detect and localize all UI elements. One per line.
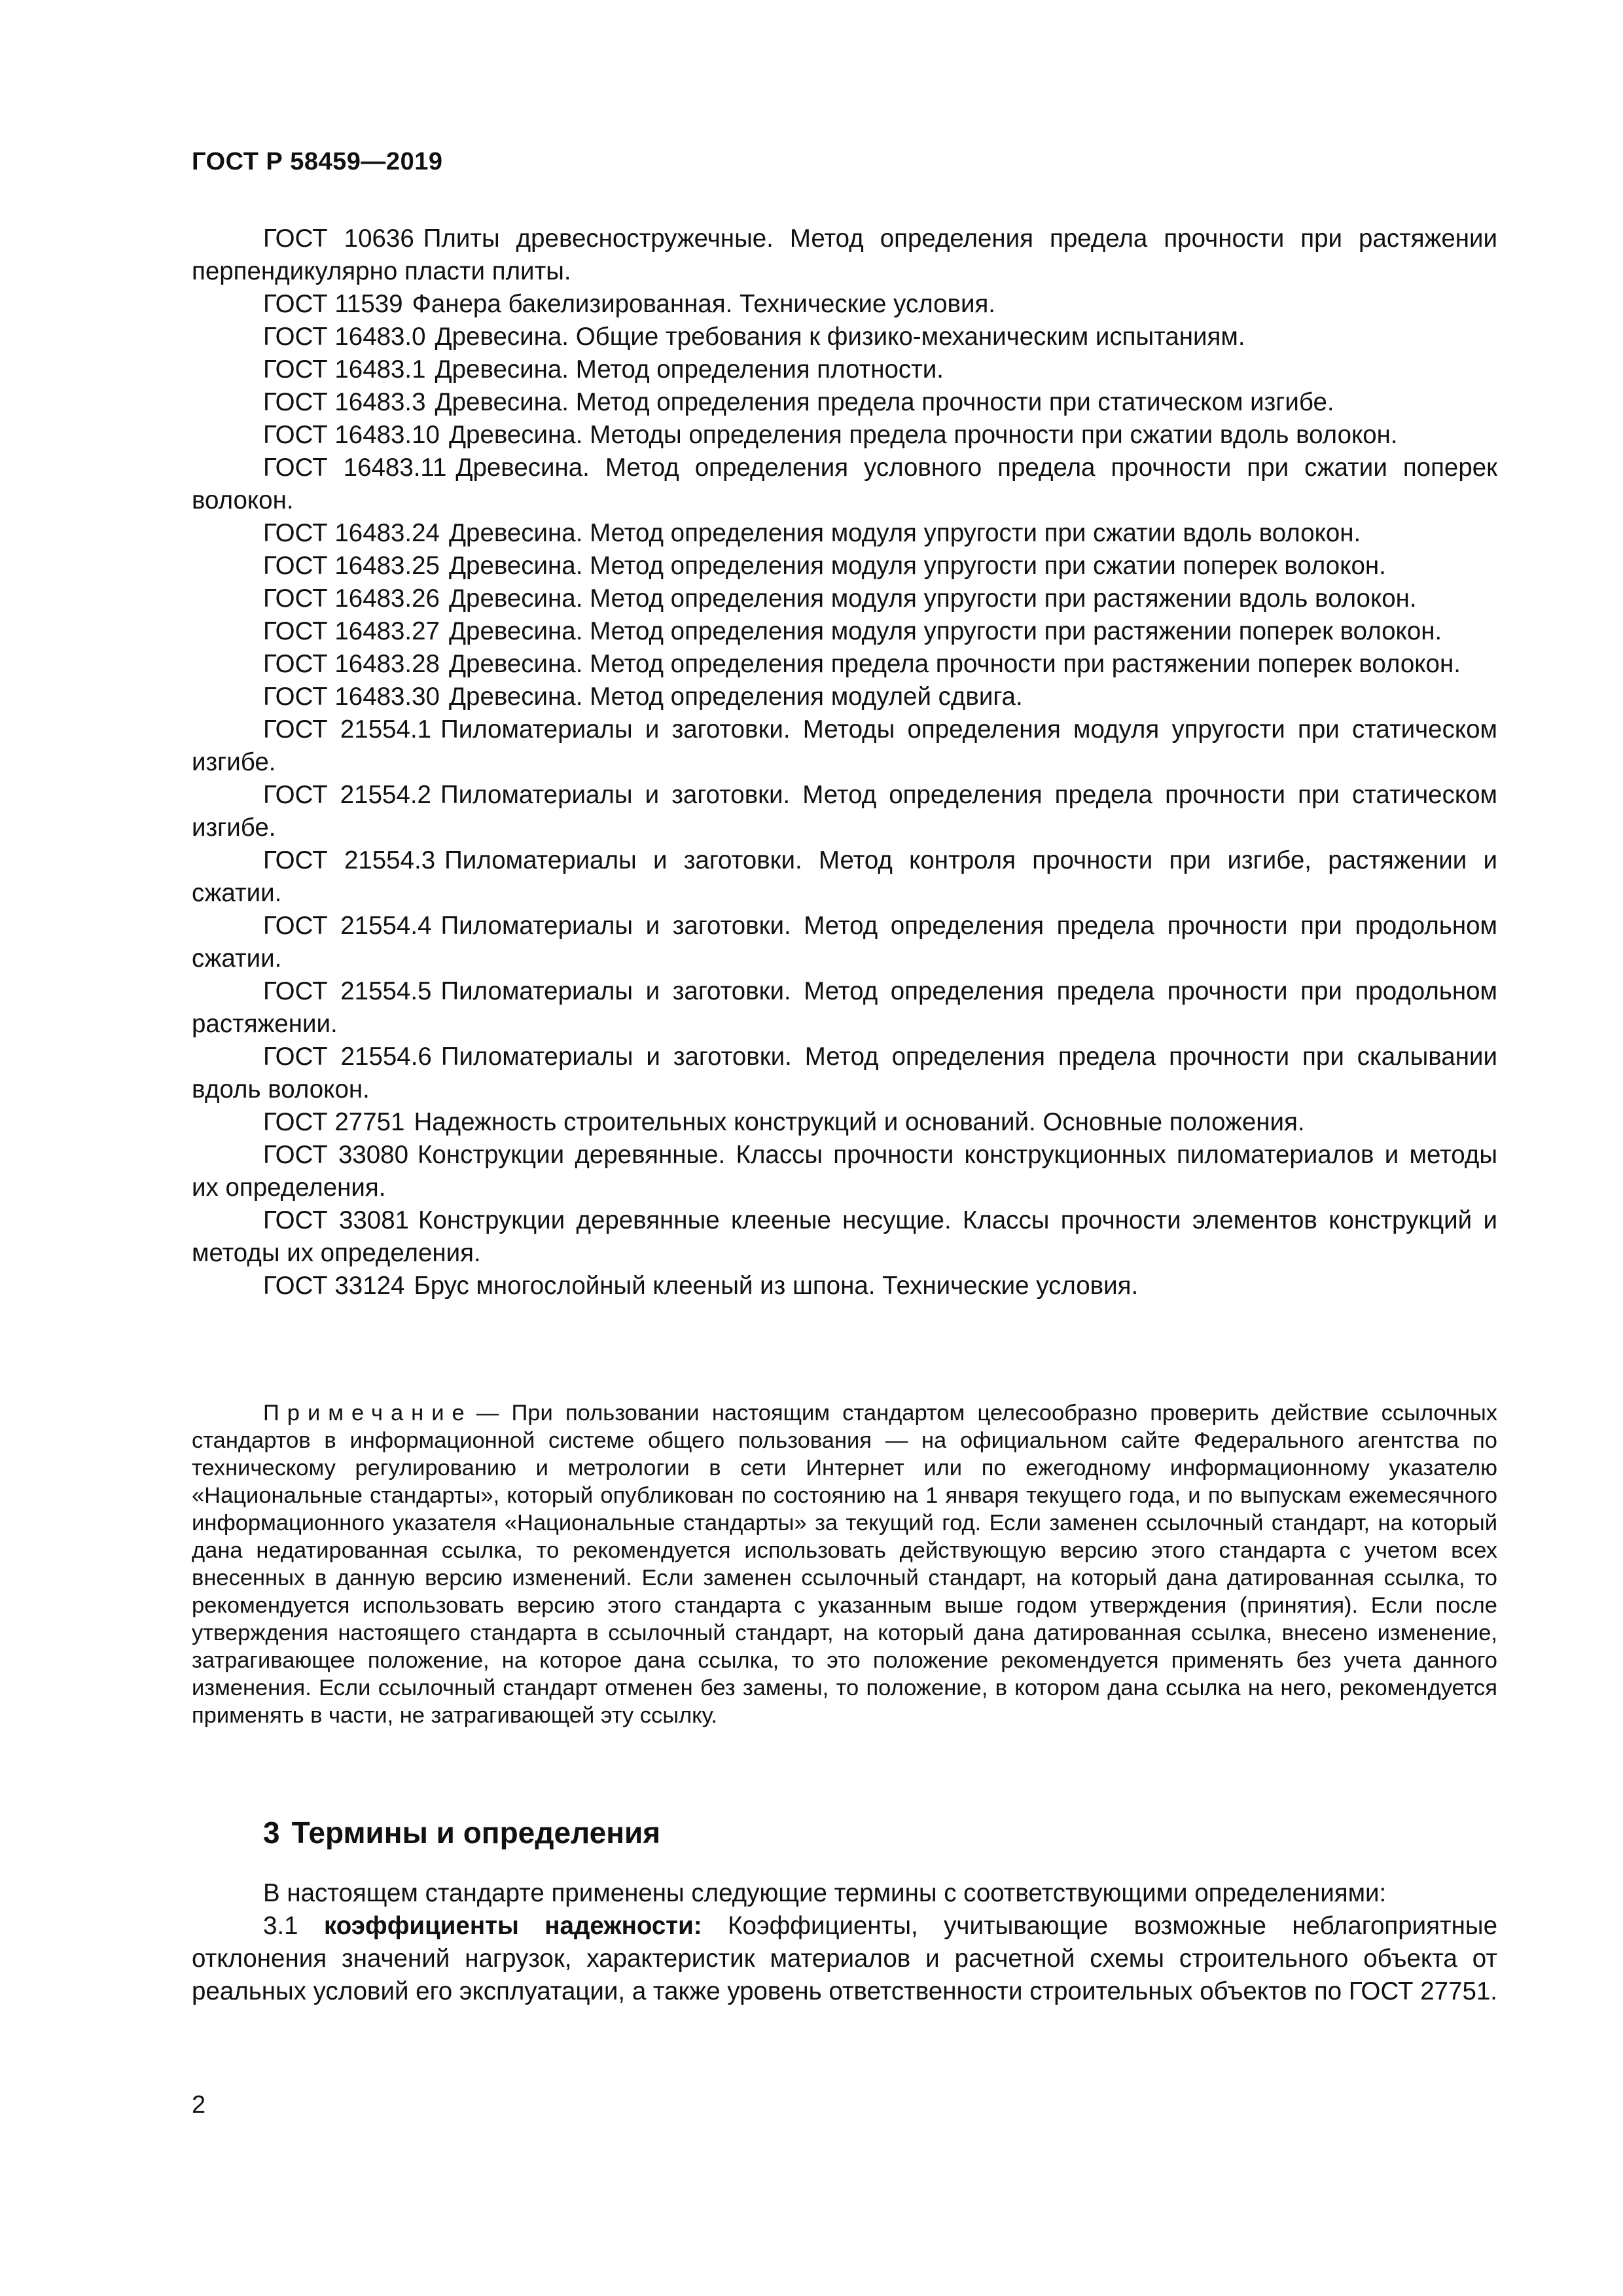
- reference-code: ГОСТ 21554.3: [263, 846, 436, 874]
- reference-title: Плиты древесностружечные. Метод определения предела прочности при растяжении перпендикулярно пласти плиты.: [192, 224, 1498, 285]
- section-body: [192, 1877, 1497, 2008]
- reference-title: Пиломатериалы и заготовки. Метод определения предела прочности при продольном сжатии.: [192, 912, 1497, 973]
- reference-code: ГОСТ 33080: [263, 1141, 408, 1169]
- reference-code: ГОСТ 21554.2: [263, 781, 431, 809]
- reference-title: Древесина. Методы определения предела прочности при сжатии вдоль волокон.: [448, 421, 1398, 449]
- reference-item: [192, 321, 1497, 353]
- reference-title: Древесина. Метод определения модуля упругости при сжатии поперек волокон.: [448, 552, 1386, 580]
- reference-item: [192, 353, 1497, 386]
- reference-item: [192, 1139, 1497, 1204]
- reference-title: Пиломатериалы и заготовки. Метод определения предела прочности при скалывании вдоль волокон.: [192, 1043, 1497, 1103]
- reference-code: ГОСТ 10636: [263, 224, 414, 253]
- reference-item: [192, 844, 1497, 910]
- reference-code: ГОСТ 16483.25: [263, 552, 440, 580]
- reference-title: Пиломатериалы и заготовки. Метод определения предела прочности при продольном растяжении.: [192, 977, 1497, 1038]
- reference-title: Древесина. Общие требования к физико-механическим испытаниям.: [435, 323, 1245, 351]
- reference-item: [192, 419, 1497, 452]
- reference-item: [192, 223, 1497, 288]
- term-paragraph: [192, 1910, 1497, 2008]
- term-definition: Коэффициенты, учитывающие возможные неблагоприятные отклонения значений нагрузок, характеристик материалов и расчетной схемы строительного объекта от реальных условий его эксплуатации, а также уровень ответственности строительных объектов по ГОСТ 27751.: [192, 1912, 1497, 2005]
- reference-item: [192, 1106, 1497, 1139]
- reference-title: Фанера бакелизированная. Технические условия.: [412, 290, 995, 318]
- section-heading: [263, 1815, 660, 1850]
- reference-title: Конструкции деревянные. Классы прочности конструкционных пиломатериалов и методы их определения.: [192, 1141, 1497, 1202]
- reference-code: ГОСТ 11539: [263, 290, 403, 318]
- reference-item: [192, 910, 1497, 975]
- reference-code: ГОСТ 16483.30: [263, 683, 440, 711]
- reference-code: ГОСТ 16483.24: [263, 519, 440, 547]
- reference-item: [192, 583, 1497, 615]
- reference-item: [192, 517, 1497, 550]
- reference-code: ГОСТ 21554.1: [263, 715, 432, 744]
- reference-title: Древесина. Метод определения модуля упругости при сжатии вдоль волокон.: [448, 519, 1361, 547]
- section-title: Термины и определения: [291, 1816, 661, 1850]
- reference-title: Пиломатериалы и заготовки. Методы определения модуля упругости при статическом изгибе.: [192, 715, 1497, 776]
- term-number: 3.1: [263, 1912, 298, 1940]
- reference-title: Конструкции деревянные клееные несущие. Классы прочности элементов конструкций и методы их определения.: [192, 1206, 1497, 1267]
- normative-references-list: [192, 223, 1497, 1302]
- reference-code: ГОСТ 16483.3: [263, 388, 426, 416]
- reference-item: [192, 615, 1497, 648]
- reference-code: ГОСТ 16483.0: [263, 323, 426, 351]
- reference-item: [192, 648, 1497, 681]
- term-name: коэффициенты надежности:: [324, 1912, 702, 1940]
- reference-title: Древесина. Метод определения модуля упругости при растяжении поперек волокон.: [448, 617, 1442, 645]
- reference-item: [192, 452, 1497, 517]
- reference-code: ГОСТ 16483.28: [263, 650, 440, 678]
- reference-item: [192, 550, 1497, 583]
- reference-title: Надежность строительных конструкций и оснований. Основные положения.: [414, 1108, 1305, 1136]
- reference-code: ГОСТ 16483.1: [263, 355, 426, 384]
- reference-item: [192, 779, 1497, 844]
- reference-item: [192, 1204, 1497, 1270]
- reference-code: ГОСТ 21554.6: [263, 1043, 432, 1071]
- reference-item: [192, 386, 1497, 419]
- reference-title: Пиломатериалы и заготовки. Метод контроля прочности при изгибе, растяжении и сжатии.: [192, 846, 1498, 907]
- reference-item: [192, 288, 1497, 321]
- reference-title: Древесина. Метод определения плотности.: [435, 355, 944, 384]
- reference-code: ГОСТ 33124: [263, 1272, 405, 1300]
- section-number: 3: [263, 1816, 280, 1850]
- reference-item: [192, 1270, 1497, 1302]
- reference-item: [192, 681, 1497, 713]
- reference-title: Древесина. Метод определения предела прочности при растяжении поперек волокон.: [448, 650, 1461, 678]
- reference-title: Древесина. Метод определения условного предела прочности при сжатии поперек волокон.: [192, 454, 1498, 514]
- reference-title: Древесина. Метод определения модулей сдвига.: [448, 683, 1023, 711]
- page-number: 2: [192, 2091, 206, 2119]
- reference-title: Брус многослойный клееный из шпона. Технические условия.: [414, 1272, 1139, 1300]
- reference-code: ГОСТ 16483.10: [263, 421, 440, 449]
- reference-code: ГОСТ 16483.11: [263, 454, 447, 482]
- reference-code: ГОСТ 21554.5: [263, 977, 432, 1005]
- reference-code: ГОСТ 21554.4: [263, 912, 432, 940]
- intro-paragraph: В настоящем стандарте применены следующие термины с соответствующими определениями:: [263, 1879, 1387, 1907]
- reference-code: ГОСТ 27751: [263, 1108, 405, 1136]
- note-label: Примечание: [263, 1400, 473, 1426]
- reference-item: [192, 1041, 1497, 1106]
- reference-code: ГОСТ 16483.27: [263, 617, 440, 645]
- document-header: ГОСТ Р 58459—2019: [192, 148, 443, 175]
- reference-title: Древесина. Метод определения предела прочности при статическом изгибе.: [435, 388, 1334, 416]
- reference-title: Древесина. Метод определения модуля упругости при растяжении вдоль волокон.: [448, 584, 1417, 613]
- reference-code: ГОСТ 16483.26: [263, 584, 440, 613]
- note-text: — При пользовании настоящим стандартом целесообразно проверить действие ссылочных стандартов в информационной системе общего пользования — на официальном сайте Федерального агентства по техническому регулированию и метрологии в сети Интернет или по ежегодному информационному указателю «Национальные стандарты», который опубликован по состоянию на 1 января текущего года, и по выпускам ежемесячного информационного указателя «Национальные стандарты» за текущий год. Если заменен ссылочный стандарт, на который дана недатированная ссылка, то рекомендуется использовать действующую версию этого стандарта с учетом всех внесенных в данную версию изменений. Если заменен ссылочный стандарт, на который дана датированная ссылка, то рекомендуется использовать версию этого стандарта с указанным выше годом утверждения (принятия). Если после утверждения настоящего стандарта в ссылочный стандарт, на который дана датированная ссылка, внесено изменение, затрагивающее положение, на которое дана ссылка, то это положение рекомендуется применять без учета данного изменения. Если ссылочный стандарт отменен без замены, то положение, в котором дана ссылка на него, рекомендуется применять в части, не затрагивающей эту ссылку.: [192, 1400, 1497, 1728]
- reference-item: [192, 975, 1497, 1041]
- reference-item: [192, 713, 1497, 779]
- reference-title: Пиломатериалы и заготовки. Метод определения предела прочности при статическом изгибе.: [192, 781, 1498, 842]
- reference-code: ГОСТ 33081: [263, 1206, 410, 1234]
- note-paragraph: [192, 1399, 1497, 1729]
